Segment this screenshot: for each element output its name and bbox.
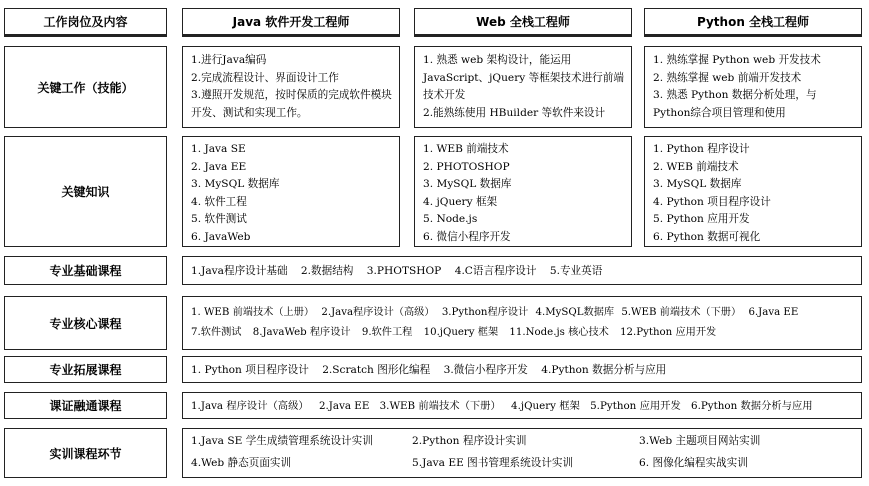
list-item: 2. Java EE (191, 160, 247, 173)
course-item: 9.软件工程 (361, 327, 413, 338)
cert-courses-label-text: 课证融通课程 (49, 399, 122, 413)
practice-item: 5.Java EE 图书管理系统设计实训 (412, 457, 574, 469)
key-work-web-item: 2.能熟练使用 HBuilder 等软件来设计 (423, 106, 606, 119)
key-work-java (182, 46, 400, 128)
key-knowledge-label (4, 136, 167, 247)
header-python (644, 8, 862, 37)
practice-label-text: 实训课程环节 (49, 446, 122, 461)
cert-courses-list (182, 392, 862, 419)
course-item: 5.专业英语 (549, 265, 603, 277)
course-item: 11.Node.js 核心技术 (509, 327, 609, 338)
key-work-python-item: 3. 熟悉 Python 数据分析处理，与 Python综合项目管理和使用 (653, 89, 817, 119)
course-item: 8.JavaWeb 程序设计 (252, 327, 351, 338)
course-item: 1.Java 程序设计（高级） (191, 400, 309, 412)
course-item: 4.Python 数据分析与应用 (541, 364, 667, 376)
key-work-label (4, 46, 167, 128)
list-item: 2. PHOTOSHOP (423, 160, 510, 173)
key-work-python-item: 1. 熟练掌握 Python web 开发技术 (653, 54, 821, 66)
key-work-web (414, 46, 632, 128)
list-item: 1. Python 程序设计 (653, 143, 750, 155)
course-item: 2.Java程序设计（高级） (321, 307, 435, 318)
course-item: 12.Python 应用开发 (620, 327, 717, 338)
core-courses-label-text: 专业核心课程 (49, 316, 122, 331)
list-item: 4. 软件工程 (191, 195, 247, 208)
course-item: 5.WEB 前端技术（下册） (621, 307, 742, 318)
key-knowledge-label-text: 关键知识 (61, 185, 110, 199)
course-item: 4.jQuery 框架 (511, 400, 580, 412)
course-item: 3.PHOTSHOP (366, 265, 442, 277)
header-corner (4, 8, 167, 37)
key-work-java-item: 1.进行Java编码 (191, 54, 267, 66)
course-item: 6.Python 数据分析与应用 (691, 400, 813, 412)
key-work-python (644, 46, 862, 128)
course-item: 2.Scratch 图形化编程 (322, 364, 431, 376)
header-java (182, 8, 400, 37)
basic-courses-label (4, 256, 167, 285)
key-work-python-item: 2. 熟练掌握 web 前端开发技术 (653, 71, 802, 84)
list-item: 3. MySQL 数据库 (191, 178, 280, 190)
list-item: 5. Node.js (423, 213, 478, 225)
key-work-label-text: 关键工作（技能） (37, 80, 134, 95)
key-work-java-item: 3.遵照开发规范，按时保质的完成软件模块开发、测试和实现工作。 (191, 89, 392, 119)
header-web (414, 8, 632, 37)
practice-label (4, 428, 167, 478)
list-item: 1. Java SE (191, 143, 246, 155)
list-item: 1. WEB 前端技术 (423, 143, 509, 155)
course-item: 3.WEB 前端技术（下册） (379, 400, 501, 412)
practice-list (182, 428, 862, 478)
list-item: 4. Python 项目程序设计 (653, 195, 771, 208)
list-item: 2. WEB 前端技术 (653, 160, 739, 173)
course-item: 4.MySQL数据库 (535, 307, 615, 318)
course-item: 1. Python 项目程序设计 (191, 364, 309, 376)
course-item: 10.jQuery 框架 (423, 327, 499, 338)
header-python-label: Python 全栈工程师 (696, 15, 810, 29)
ext-courses-label-text: 专业拓展课程 (49, 363, 122, 377)
header-java-label: Java 软件开发工程师 (232, 15, 350, 29)
key-work-java-item: 2.完成流程设计、界面设计工作 (191, 71, 339, 84)
key-work-web-item: 1. 熟悉 web 架构设计，能运用 JavaScript、jQuery 等框架技术进行前端技术开发 (423, 54, 624, 101)
practice-item: 4.Web 静态页面实训 (191, 457, 292, 469)
list-item: 6. 微信小程序开发 (423, 230, 511, 243)
list-item: 3. MySQL 数据库 (653, 178, 742, 190)
list-item: 6. Python 数据可视化 (653, 230, 761, 243)
header-web-label: Web 全栈工程师 (476, 15, 570, 29)
header-corner-label: 工作岗位及内容 (43, 15, 128, 29)
course-item: 3.微信小程序开发 (443, 364, 528, 376)
basic-courses-label-text: 专业基础课程 (49, 264, 122, 278)
key-knowledge-python (644, 136, 862, 247)
list-item: 5. Python 应用开发 (653, 213, 750, 225)
course-item: 4.C语言程序设计 (454, 265, 537, 277)
course-item: 2.数据结构 (300, 265, 354, 277)
course-item: 3.Python程序设计 (441, 307, 529, 318)
list-item: 3. MySQL 数据库 (423, 178, 512, 190)
basic-courses-list (182, 256, 862, 285)
cert-courses-label (4, 392, 167, 419)
core-courses-list (182, 296, 862, 350)
ext-courses-list (182, 356, 862, 383)
list-item: 4. jQuery 框架 (423, 195, 498, 208)
core-courses-label (4, 296, 167, 350)
practice-item: 6. 图像化编程实战实训 (639, 457, 748, 469)
course-item: 6.Java EE (748, 307, 799, 318)
practice-item: 3.Web 主题项目网站实训 (639, 435, 761, 447)
key-knowledge-java (182, 136, 400, 247)
key-knowledge-web (414, 136, 632, 247)
list-item: 6. JavaWeb (191, 230, 251, 243)
practice-item: 2.Python 程序设计实训 (412, 435, 527, 447)
practice-item: 1.Java SE 学生成绩管理系统设计实训 (191, 435, 373, 447)
list-item: 5. 软件测试 (191, 213, 247, 225)
course-item: 2.Java EE (318, 400, 370, 412)
course-item: 5.Python 应用开发 (590, 400, 681, 412)
course-item: 7.软件测试 (191, 327, 242, 338)
course-item: 1. WEB 前端技术（上册） (191, 307, 315, 318)
ext-courses-label (4, 356, 167, 383)
course-item: 1.Java程序设计基础 (191, 265, 288, 277)
